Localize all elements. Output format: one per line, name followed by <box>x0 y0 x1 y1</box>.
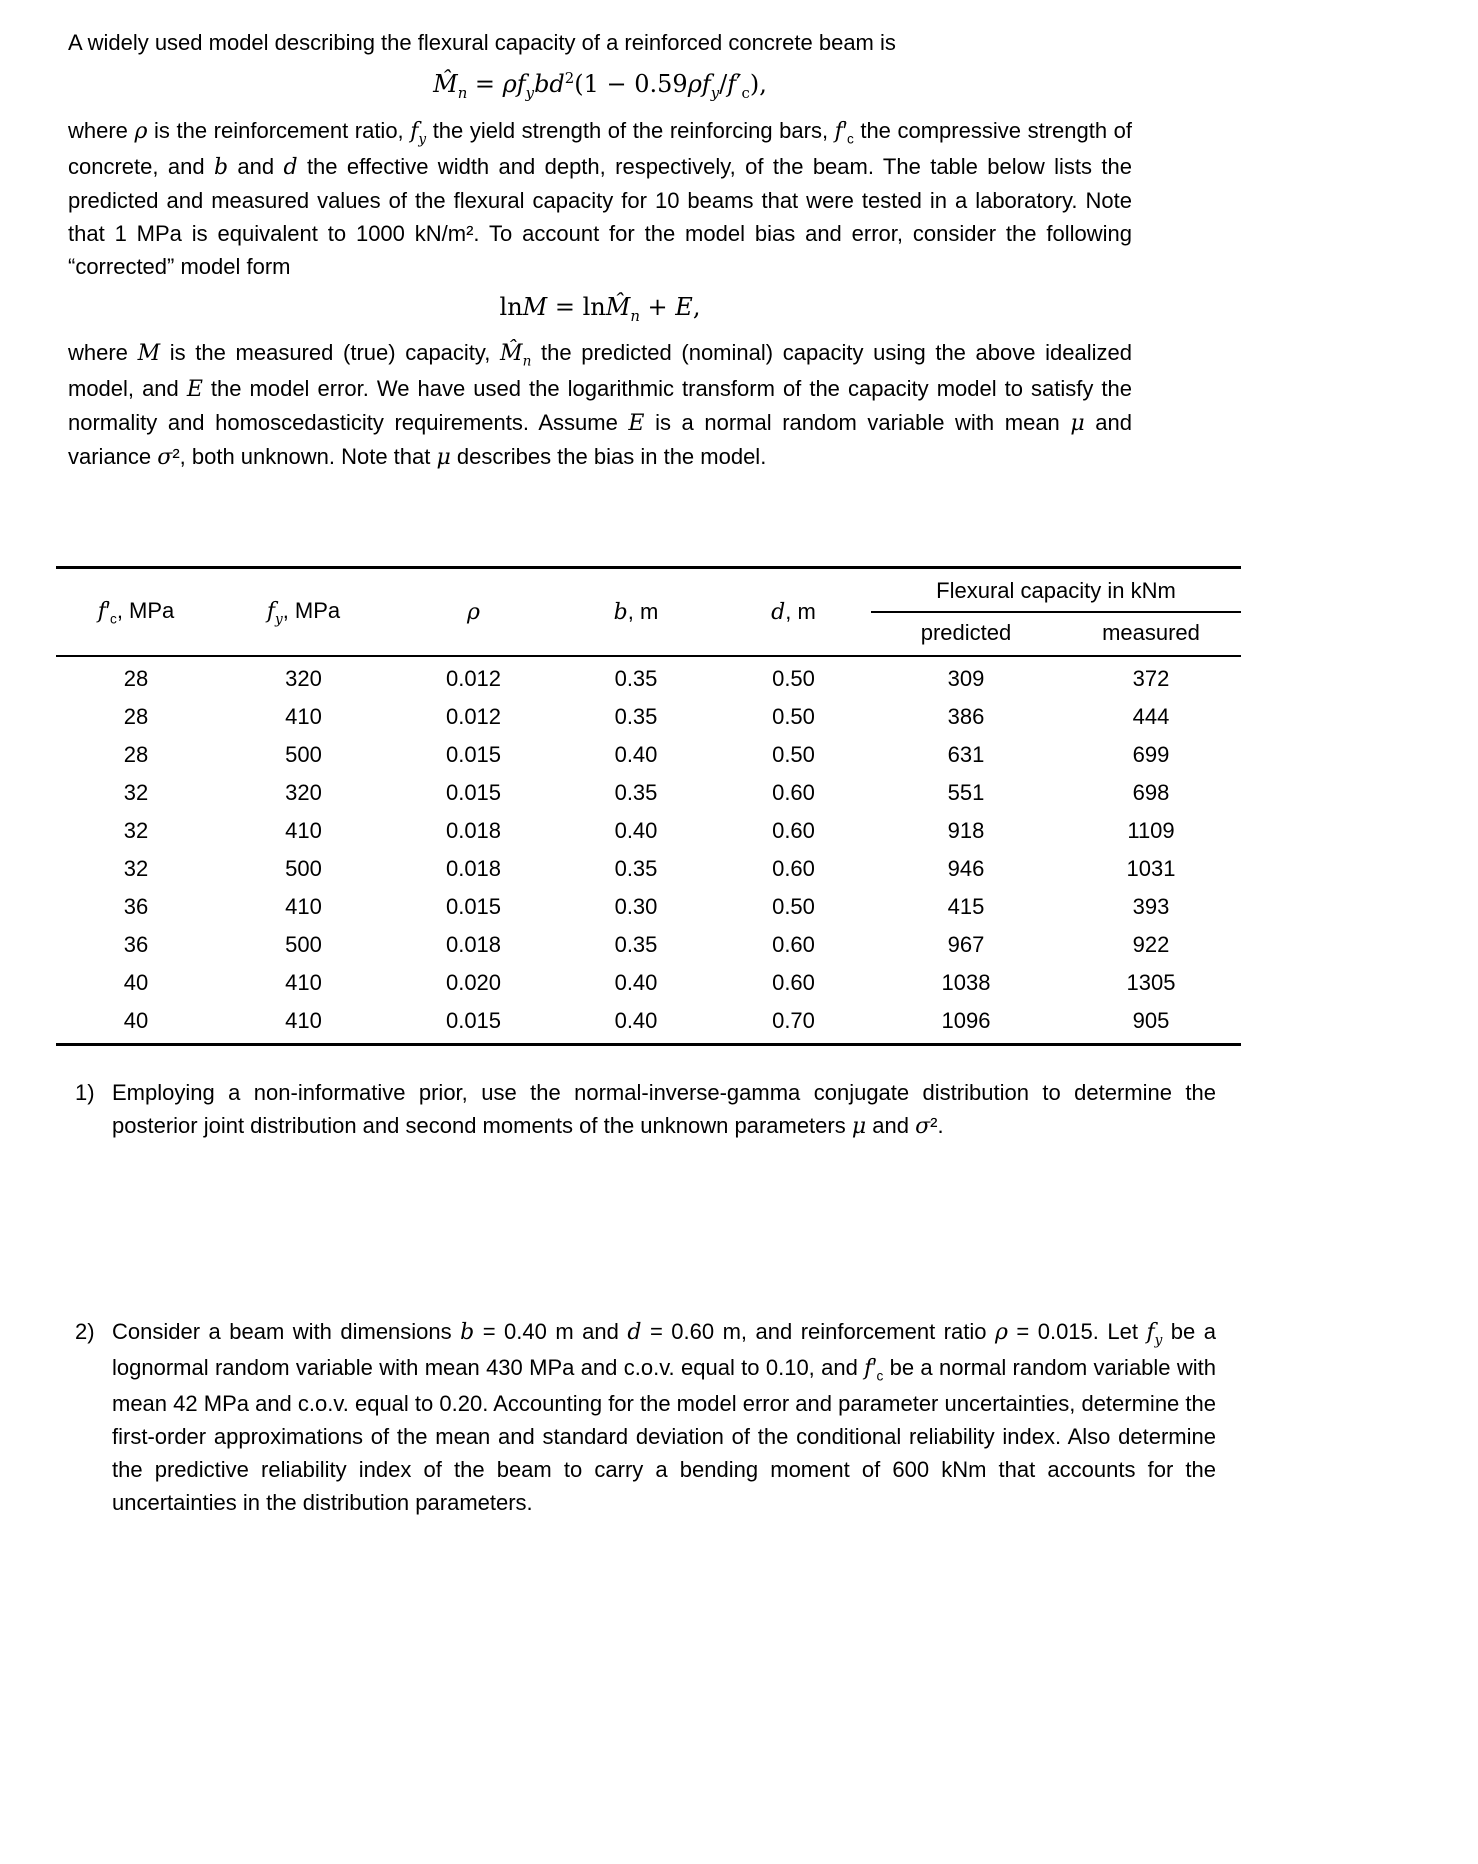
table-cell: 386 <box>947 704 985 730</box>
table-row <box>56 888 1241 926</box>
intro-paragraph: A widely used model describing the flexural capacity of a reinforced concrete beam is <box>68 30 896 55</box>
table-cell: 372 <box>1132 666 1170 692</box>
table-cell: 967 <box>947 932 985 958</box>
table-cell: 0.35 <box>614 780 658 806</box>
table-cell: 500 <box>285 742 322 768</box>
table-cell: 0.018 <box>445 818 502 844</box>
table-cell: 410 <box>285 894 322 920</box>
question-2-number: 2) <box>75 1319 95 1345</box>
table-row <box>56 850 1241 888</box>
table-cell: 32 <box>123 818 149 844</box>
table-cell: 922 <box>1132 932 1170 958</box>
table-cell: 32 <box>123 780 149 806</box>
table-cell: 410 <box>285 970 322 996</box>
table-cell: 0.35 <box>614 666 658 692</box>
table-cell: 0.018 <box>445 856 502 882</box>
table-cell: 36 <box>123 894 149 920</box>
table-cell: 415 <box>947 894 985 920</box>
table-cell: 1038 <box>941 970 991 996</box>
table-row <box>56 1002 1241 1045</box>
table-cell: 631 <box>947 742 985 768</box>
questions-section <box>68 1076 1410 1519</box>
table-cell: 0.40 <box>614 970 658 996</box>
table-cell: 40 <box>123 970 149 996</box>
col-header-fc: $f'_c$, MPa <box>56 568 216 657</box>
table-cell: 0.35 <box>614 932 658 958</box>
table-cell: 0.40 <box>614 818 658 844</box>
table-cell: 0.30 <box>614 894 658 920</box>
equation-nominal-capacity: $M̂_n = \rho f_ybd^2(1 - 0.59\rho f_y/f'_c)$, <box>433 69 767 102</box>
table-row <box>56 698 1241 736</box>
col-header-b: b, m <box>556 568 716 657</box>
table-cell: 0.018 <box>445 932 502 958</box>
table-cell: 698 <box>1132 780 1170 806</box>
table-cell: 500 <box>285 932 322 958</box>
table-row <box>56 774 1241 812</box>
table-cell: 393 <box>1132 894 1170 920</box>
col-header-d: d, m <box>716 568 871 657</box>
table-cell: 28 <box>123 742 149 768</box>
question-1-text: Employing a non-informative prior, use the normal-inverse-gamma conjugate distribution to determine the posterior joint distribution and second moments of the unknown parameters μ and σ². <box>112 1080 1216 1140</box>
table-cell: 0.50 <box>772 704 815 730</box>
table-cell: 946 <box>947 856 985 882</box>
equation-corrected-model: $\ln M = \ln M̂_n + E$, <box>499 292 701 325</box>
table-cell: 320 <box>285 666 322 692</box>
table-cell: 0.40 <box>614 1008 658 1034</box>
beam-data-table-wrapper <box>56 566 1410 1046</box>
table-cell: 551 <box>947 780 985 806</box>
table-cell: 699 <box>1132 742 1170 768</box>
table-cell: 0.60 <box>772 780 815 806</box>
question-2-text: Consider a beam with dimensions b = 0.40 m and d = 0.60 m, and reinforcement ratio ρ = 0.015. Let $f_y$ be a lognormal random variable with mean 430 MPa and c.o.v. equal to 0.10, and $f'_c$ be a normal random variable with mean 42 MPa and c.o.v. equal to 0.20. Accounting for the model error and parameter uncertainties, determine the first-order approximations of the mean and standard deviation of the conditional reliability index. Also determine the predictive reliability index of the beam to carry a bending moment of 600 kNm that accounts for the uncertainties in the distribution parameters. <box>112 1319 1216 1515</box>
table-cell: 0.70 <box>772 1008 815 1034</box>
table-cell: 918 <box>947 818 985 844</box>
table-cell: 0.35 <box>614 704 658 730</box>
table-row <box>56 964 1241 1002</box>
table-row <box>56 812 1241 850</box>
table-cell: 0.60 <box>772 932 815 958</box>
table-cell: 1305 <box>1126 970 1176 996</box>
table-cell: 36 <box>123 932 149 958</box>
question-1-number: 1) <box>75 1080 95 1106</box>
table-cell: 0.40 <box>614 742 658 768</box>
table-cell: 0.012 <box>445 666 502 692</box>
col-header-rho: ρ <box>391 568 556 657</box>
table-cell: 500 <box>285 856 322 882</box>
table-cell: 32 <box>123 856 149 882</box>
beam-data-table <box>56 566 1241 1046</box>
table-cell: 0.012 <box>445 704 502 730</box>
model-description-paragraph: where ρ is the reinforcement ratio, $f_y$ the yield strength of the reinforcing bars, $f'_c$ the compressive strength of concrete, and b and d the effective width and depth, respectively, of the beam. The table below lists the predicted and measured values of the flexural capacity for 10 beams that were tested in a laboratory. Note that 1 MPa is equivalent to 1000 kN/m². To account for the model bias and error, consider the following “corrected” model form <box>68 117 1132 279</box>
table-cell: 0.35 <box>614 856 658 882</box>
table-cell: 444 <box>1132 704 1170 730</box>
error-model-paragraph: where M is the measured (true) capacity, $M̂_n$ the predicted (nominal) capacity using the above idealized model, and E the model error. We have used the logarithmic transform of the capacity model to satisfy the normality and homoscedasticity requirements. Assume E is a normal random variable with mean μ and variance σ², both unknown. Note that μ describes the bias in the model. <box>68 340 1133 471</box>
question-2 <box>68 1315 1216 1519</box>
table-cell: 309 <box>947 666 985 692</box>
table-cell: 0.60 <box>772 970 815 996</box>
table-cell: 0.60 <box>772 818 815 844</box>
table-cell: 0.015 <box>445 894 502 920</box>
table-cell: 0.020 <box>445 970 502 996</box>
table-cell: 320 <box>285 780 322 806</box>
col-header-fy: $f_y$, MPa <box>216 568 391 657</box>
table-cell: 1109 <box>1127 818 1175 844</box>
question-1 <box>68 1076 1216 1143</box>
table-cell: 905 <box>1132 1008 1170 1034</box>
table-row <box>56 656 1241 698</box>
beam-table-body <box>56 656 1241 1045</box>
table-cell: 40 <box>123 1008 149 1034</box>
col-header-measured: measured <box>1061 612 1241 656</box>
table-cell: 28 <box>123 666 149 692</box>
table-cell: 0.50 <box>772 742 815 768</box>
table-cell: 0.015 <box>445 742 502 768</box>
table-cell: 410 <box>285 704 322 730</box>
table-cell: 410 <box>285 1008 322 1034</box>
table-cell: 410 <box>285 818 322 844</box>
col-header-flexural-capacity: Flexural capacity in kNm <box>871 568 1241 613</box>
table-cell: 28 <box>123 704 149 730</box>
table-cell: 0.015 <box>445 780 502 806</box>
table-cell: 0.50 <box>772 894 815 920</box>
table-cell: 1031 <box>1126 856 1176 882</box>
table-row <box>56 926 1241 964</box>
table-cell: 0.60 <box>772 856 815 882</box>
table-cell: 0.015 <box>445 1008 502 1034</box>
table-header-row-top <box>56 568 1241 613</box>
table-cell: 0.50 <box>772 666 815 692</box>
table-row <box>56 736 1241 774</box>
table-cell: 1096 <box>941 1008 991 1034</box>
col-header-predicted: predicted <box>871 612 1061 656</box>
